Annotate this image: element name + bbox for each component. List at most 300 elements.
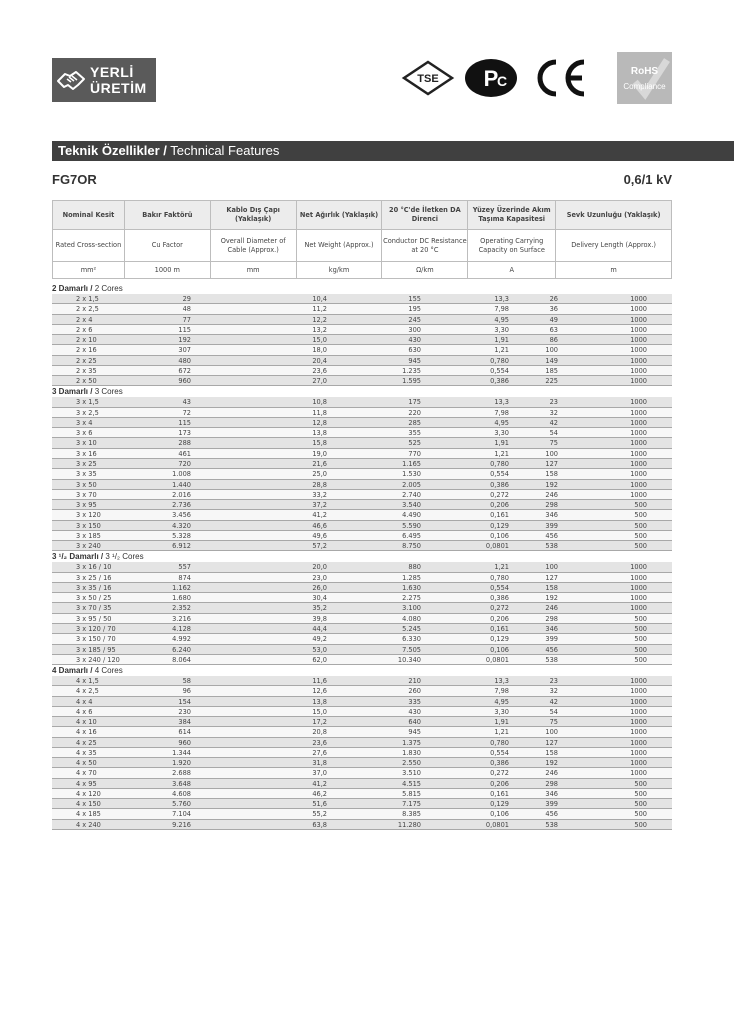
table-cell: 192 bbox=[178, 336, 191, 345]
table-cell: 7,98 bbox=[494, 305, 509, 314]
table-cell: 4 x 16 bbox=[76, 728, 97, 737]
table-row bbox=[52, 717, 672, 727]
table-cell: 1000 bbox=[630, 398, 647, 407]
table-cell: 0,554 bbox=[490, 583, 509, 592]
table-cell: 1000 bbox=[630, 697, 647, 706]
table-cell: 100 bbox=[545, 449, 558, 458]
group-title-en: 2 Cores bbox=[92, 284, 123, 293]
group-title bbox=[52, 283, 672, 294]
table-cell: 500 bbox=[634, 521, 647, 530]
table-cell: 2 x 4 bbox=[76, 315, 93, 324]
group-title bbox=[52, 386, 672, 397]
table-cell: 3 x 16 bbox=[76, 449, 97, 458]
table-cell: 13,8 bbox=[312, 429, 327, 438]
table-cell: 1000 bbox=[630, 418, 647, 427]
table-row bbox=[52, 294, 672, 304]
header-en-cell: Operating Carrying Capacity on Surface bbox=[468, 230, 556, 262]
table-cell: 13,8 bbox=[312, 697, 327, 706]
table-cell: 23,6 bbox=[312, 738, 327, 747]
table-cell: 210 bbox=[408, 677, 421, 686]
table-cell: 192 bbox=[545, 759, 558, 768]
table-row bbox=[52, 449, 672, 459]
table-cell: 3,30 bbox=[494, 707, 509, 716]
table-cell: 2.736 bbox=[172, 501, 191, 510]
table-cell: 500 bbox=[634, 542, 647, 551]
table-cell: 3 x 10 bbox=[76, 439, 97, 448]
table-cell: 1000 bbox=[630, 490, 647, 499]
table-cell: 37,2 bbox=[312, 501, 327, 510]
table-cell: 33,2 bbox=[312, 490, 327, 499]
table-cell: 13,2 bbox=[312, 325, 327, 334]
table-cell: 195 bbox=[408, 305, 421, 314]
table-cell: 7,98 bbox=[494, 687, 509, 696]
table-row bbox=[52, 789, 672, 799]
table-cell: 3 x 95 bbox=[76, 501, 97, 510]
table-cell: 3 x 240 bbox=[76, 542, 101, 551]
table-cell: 1,21 bbox=[494, 563, 509, 572]
table-cell: 500 bbox=[634, 531, 647, 540]
table-cell: 44,4 bbox=[312, 624, 327, 633]
table-cell: 1000 bbox=[630, 315, 647, 324]
table-cell: 1000 bbox=[630, 748, 647, 757]
table-cell: 1.920 bbox=[172, 759, 191, 768]
table-cell: 12,2 bbox=[312, 315, 327, 324]
table-cell: 1.440 bbox=[172, 480, 191, 489]
table-cell: 3 x 4 bbox=[76, 418, 93, 427]
table-row bbox=[52, 655, 672, 665]
table-row bbox=[52, 573, 672, 583]
table-cell: 1000 bbox=[630, 336, 647, 345]
table-cell: 4 x 95 bbox=[76, 779, 97, 788]
table-row bbox=[52, 304, 672, 314]
table-cell: 17,2 bbox=[312, 718, 327, 727]
table-cell: 1000 bbox=[630, 738, 647, 747]
table-cell: 1,91 bbox=[494, 336, 509, 345]
table-row bbox=[52, 697, 672, 707]
table-cell: 127 bbox=[545, 738, 558, 747]
table-cell: 1000 bbox=[630, 470, 647, 479]
table-cell: 19,0 bbox=[312, 449, 327, 458]
table-cell: 4 x 185 bbox=[76, 810, 101, 819]
header-tr-cell: Kablo Dış Çapı (Yaklaşık) bbox=[210, 201, 296, 230]
table-cell: 5.328 bbox=[172, 531, 191, 540]
table-cell: 3 x 185 bbox=[76, 531, 101, 540]
header-en-cell: Cu Factor bbox=[124, 230, 210, 262]
table-cell: 0,206 bbox=[490, 779, 509, 788]
table-row bbox=[52, 562, 672, 572]
table-cell: 3 x 50 bbox=[76, 480, 97, 489]
table-cell: 100 bbox=[545, 346, 558, 355]
table-cell: 15,8 bbox=[312, 439, 327, 448]
table-cell: 158 bbox=[545, 748, 558, 757]
table-cell: 1000 bbox=[630, 325, 647, 334]
table-cell: 500 bbox=[634, 810, 647, 819]
table-cell: 538 bbox=[545, 542, 558, 551]
table-row bbox=[52, 325, 672, 335]
table-cell: 2 x 50 bbox=[76, 377, 97, 386]
table-cell: 1000 bbox=[630, 563, 647, 572]
table-cell: 960 bbox=[178, 377, 191, 386]
table-cell: 2.688 bbox=[172, 769, 191, 778]
table-cell: 7.104 bbox=[172, 810, 191, 819]
table-cell: 0,386 bbox=[490, 377, 509, 386]
table-cell: 355 bbox=[408, 429, 421, 438]
rohs-title: RoHS bbox=[630, 66, 659, 77]
section-title-en: Technical Features bbox=[166, 143, 280, 158]
table-row bbox=[52, 397, 672, 407]
table-cell: 1.530 bbox=[402, 470, 421, 479]
table-cell: 51,6 bbox=[312, 800, 327, 809]
table-cell: 54 bbox=[549, 429, 558, 438]
table-row bbox=[52, 614, 672, 624]
table-row bbox=[52, 593, 672, 603]
svg-text:P: P bbox=[483, 66, 499, 91]
header-tr-cell: Yüzey Üzerinde Akım Taşıma Kapasitesi bbox=[468, 201, 556, 230]
group-title-tr: 2 Damarlı / bbox=[52, 284, 93, 293]
table-cell: 3,30 bbox=[494, 325, 509, 334]
table-row bbox=[52, 645, 672, 655]
table-cell: 2 x 1,5 bbox=[76, 295, 99, 303]
table-row bbox=[52, 624, 672, 634]
table-cell: 245 bbox=[408, 315, 421, 324]
table-row bbox=[52, 408, 672, 418]
table-cell: 4.080 bbox=[402, 614, 421, 623]
table-cell: 4 x 4 bbox=[76, 697, 93, 706]
table-cell: 6.330 bbox=[402, 635, 421, 644]
table-cell: 335 bbox=[408, 697, 421, 706]
table-cell: 7,98 bbox=[494, 408, 509, 417]
table-cell: 1000 bbox=[630, 594, 647, 603]
table-cell: 28,8 bbox=[312, 480, 327, 489]
table-cell: 1.344 bbox=[172, 748, 191, 757]
table-row bbox=[52, 707, 672, 717]
table-cell: 288 bbox=[178, 439, 191, 448]
table-cell: 4 x 150 bbox=[76, 800, 101, 809]
table-cell: 500 bbox=[634, 655, 647, 664]
table-cell: 1000 bbox=[630, 769, 647, 778]
group-title bbox=[52, 551, 672, 562]
header-tr-cell: 20 °C'de İletken DA Direnci bbox=[382, 201, 468, 230]
table-cell: 54 bbox=[549, 707, 558, 716]
table-cell: 430 bbox=[408, 336, 421, 345]
table-cell: 49,2 bbox=[312, 635, 327, 644]
table-cell: 2.550 bbox=[402, 759, 421, 768]
table-cell: 4,95 bbox=[494, 315, 509, 324]
table-cell: 500 bbox=[634, 624, 647, 633]
table-cell: 11.280 bbox=[397, 820, 421, 829]
table-cell: 32 bbox=[549, 687, 558, 696]
table-cell: 346 bbox=[545, 624, 558, 633]
table-cell: 2 x 16 bbox=[76, 346, 97, 355]
table-cell: 3 x 95 / 50 bbox=[76, 614, 112, 623]
table-cell: 72 bbox=[182, 408, 191, 417]
table-cell: 41,2 bbox=[312, 511, 327, 520]
table-cell: 298 bbox=[545, 501, 558, 510]
table-cell: 5.760 bbox=[172, 800, 191, 809]
table-cell: 1000 bbox=[630, 459, 647, 468]
unit-cell: m bbox=[556, 262, 672, 279]
table-cell: 4.320 bbox=[172, 521, 191, 530]
table-row bbox=[52, 727, 672, 737]
table-cell: 0,206 bbox=[490, 614, 509, 623]
table-cell: 3 x 120 / 70 bbox=[76, 624, 116, 633]
table-row bbox=[52, 366, 672, 376]
table-cell: 7.505 bbox=[402, 645, 421, 654]
group-rows bbox=[52, 676, 672, 830]
header-en-cell: Net Weight (Approx.) bbox=[296, 230, 382, 262]
table-cell: 2.016 bbox=[172, 490, 191, 499]
table-cell: 29 bbox=[182, 295, 191, 303]
unit-cell: Ω/km bbox=[382, 262, 468, 279]
table-cell: 4,95 bbox=[494, 418, 509, 427]
header-en-cell: Rated Cross-section bbox=[53, 230, 125, 262]
table-cell: 1000 bbox=[630, 356, 647, 365]
table-cell: 46,2 bbox=[312, 789, 327, 798]
table-row bbox=[52, 799, 672, 809]
table-cell: 18,0 bbox=[312, 346, 327, 355]
pct-icon bbox=[462, 56, 520, 100]
table-cell: 31,8 bbox=[312, 759, 327, 768]
table-cell: 3.100 bbox=[402, 604, 421, 613]
table-cell: 0,0801 bbox=[485, 820, 509, 829]
table-cell: 0,206 bbox=[490, 501, 509, 510]
table-cell: 0,386 bbox=[490, 594, 509, 603]
table-cell: 1.235 bbox=[402, 366, 421, 375]
group-rows bbox=[52, 397, 672, 551]
table-cell: 630 bbox=[408, 346, 421, 355]
table-cell: 3 x 150 bbox=[76, 521, 101, 530]
table-cell: 42 bbox=[549, 418, 558, 427]
header-tr-cell: Nominal Kesit bbox=[53, 201, 125, 230]
table-cell: 880 bbox=[408, 563, 421, 572]
table-cell: 26,0 bbox=[312, 583, 327, 592]
table-row bbox=[52, 345, 672, 355]
table-cell: 430 bbox=[408, 707, 421, 716]
table-cell: 1.830 bbox=[402, 748, 421, 757]
table-cell: 720 bbox=[178, 459, 191, 468]
unit-cell: 1000 m bbox=[124, 262, 210, 279]
header-en-cell: Conductor DC Resistance at 20 °C bbox=[382, 230, 468, 262]
unit-cell: A bbox=[468, 262, 556, 279]
logo-line2: ÜRETİM bbox=[90, 80, 147, 96]
table-cell: 127 bbox=[545, 573, 558, 582]
table-row bbox=[52, 459, 672, 469]
table-cell: 8.064 bbox=[172, 655, 191, 664]
table-cell: 11,2 bbox=[312, 305, 327, 314]
table-row bbox=[52, 480, 672, 490]
table-cell: 2 x 25 bbox=[76, 356, 97, 365]
table-cell: 220 bbox=[408, 408, 421, 417]
table-cell: 2 x 6 bbox=[76, 325, 93, 334]
unit-cell: kg/km bbox=[296, 262, 382, 279]
table-cell: 4 x 6 bbox=[76, 707, 93, 716]
table-cell: 75 bbox=[549, 439, 558, 448]
table-cell: 3 x 185 / 95 bbox=[76, 645, 116, 654]
table-cell: 2.275 bbox=[402, 594, 421, 603]
table-cell: 500 bbox=[634, 645, 647, 654]
table-cell: 1.630 bbox=[402, 583, 421, 592]
table-cell: 874 bbox=[178, 573, 191, 582]
table-cell: 4.515 bbox=[402, 779, 421, 788]
table-cell: 0,161 bbox=[490, 789, 509, 798]
table-cell: 115 bbox=[178, 325, 191, 334]
table-cell: 3,30 bbox=[494, 429, 509, 438]
table-cell: 13,3 bbox=[494, 295, 509, 303]
table-cell: 0,554 bbox=[490, 366, 509, 375]
table-cell: 1,91 bbox=[494, 718, 509, 727]
table-cell: 0,386 bbox=[490, 480, 509, 489]
table-cell: 4 x 2,5 bbox=[76, 687, 99, 696]
table-cell: 21,6 bbox=[312, 459, 327, 468]
table-row bbox=[52, 335, 672, 345]
table-cell: 0,780 bbox=[490, 459, 509, 468]
group-title-en: 4 Cores bbox=[92, 666, 123, 676]
table-cell: 15,0 bbox=[312, 336, 327, 345]
table-cell: 246 bbox=[545, 490, 558, 499]
table-cell: 0,272 bbox=[490, 769, 509, 778]
table-row bbox=[52, 541, 672, 551]
table-cell: 461 bbox=[178, 449, 191, 458]
tse-label: TSE bbox=[417, 73, 439, 85]
table-row bbox=[52, 820, 672, 830]
table-cell: 1.375 bbox=[402, 738, 421, 747]
table-cell: 0,129 bbox=[490, 800, 509, 809]
table-row bbox=[52, 531, 672, 541]
table-cell: 23,6 bbox=[312, 366, 327, 375]
table-cell: 23 bbox=[549, 677, 558, 686]
table-cell: 557 bbox=[178, 563, 191, 572]
table-cell: 0,554 bbox=[490, 748, 509, 757]
table-cell: 4.992 bbox=[172, 635, 191, 644]
table-cell: 46,6 bbox=[312, 521, 327, 530]
table-cell: 614 bbox=[178, 728, 191, 737]
table-cell: 230 bbox=[178, 707, 191, 716]
table-cell: 298 bbox=[545, 614, 558, 623]
section-title-tr: Teknik Özellikler / bbox=[58, 143, 167, 158]
table-cell: 0,780 bbox=[490, 573, 509, 582]
table-cell: 1.680 bbox=[172, 594, 191, 603]
table-cell: 39,8 bbox=[312, 614, 327, 623]
table-cell: 0,106 bbox=[490, 810, 509, 819]
section-header bbox=[52, 141, 734, 161]
table-cell: 500 bbox=[634, 635, 647, 644]
table-cell: 0,106 bbox=[490, 645, 509, 654]
group-title-tr: 3 ¹/₂ Damarlı / bbox=[52, 552, 104, 562]
table-cell: 3.648 bbox=[172, 779, 191, 788]
table-cell: 8.385 bbox=[402, 810, 421, 819]
table-cell: 298 bbox=[545, 779, 558, 788]
table-cell: 75 bbox=[549, 718, 558, 727]
header-tr-cell: Net Ağırlık (Yaklaşık) bbox=[296, 201, 382, 230]
table-cell: 13,3 bbox=[494, 398, 509, 407]
table-cell: 96 bbox=[182, 687, 191, 696]
spec-table-header bbox=[52, 200, 672, 279]
ce-icon bbox=[532, 56, 592, 100]
table-cell: 0,129 bbox=[490, 521, 509, 530]
table-row bbox=[52, 315, 672, 325]
table-cell: 100 bbox=[545, 728, 558, 737]
group-rows bbox=[52, 562, 672, 665]
table-cell: 15,0 bbox=[312, 707, 327, 716]
table-cell: 3 x 35 bbox=[76, 470, 97, 479]
table-cell: 32 bbox=[549, 408, 558, 417]
table-cell: 0,161 bbox=[490, 511, 509, 520]
unit-cell: mm² bbox=[53, 262, 125, 279]
table-row bbox=[52, 603, 672, 613]
table-row bbox=[52, 356, 672, 366]
table-cell: 55,2 bbox=[312, 810, 327, 819]
table-cell: 27,0 bbox=[312, 377, 327, 386]
table-cell: 36 bbox=[549, 305, 558, 314]
table-cell: 399 bbox=[545, 635, 558, 644]
table-cell: 1000 bbox=[630, 480, 647, 489]
table-cell: 1000 bbox=[630, 408, 647, 417]
table-cell: 456 bbox=[545, 531, 558, 540]
table-cell: 2 x 10 bbox=[76, 336, 97, 345]
table-cell: 538 bbox=[545, 820, 558, 829]
tse-icon bbox=[400, 58, 456, 98]
table-row bbox=[52, 758, 672, 768]
table-cell: 5.245 bbox=[402, 624, 421, 633]
table-cell: 155 bbox=[408, 295, 421, 303]
table-cell: 12,6 bbox=[312, 687, 327, 696]
table-cell: 2 x 35 bbox=[76, 366, 97, 375]
table-cell: 0,554 bbox=[490, 470, 509, 479]
table-cell: 1000 bbox=[630, 366, 647, 375]
certification-marks bbox=[400, 52, 592, 104]
table-cell: 3 x 50 / 25 bbox=[76, 594, 112, 603]
table-cell: 456 bbox=[545, 645, 558, 654]
table-cell: 4 x 25 bbox=[76, 738, 97, 747]
table-cell: 6.912 bbox=[172, 542, 191, 551]
table-cell: 4 x 35 bbox=[76, 748, 97, 757]
table-row bbox=[52, 738, 672, 748]
table-cell: 63 bbox=[549, 325, 558, 334]
table-cell: 1,91 bbox=[494, 439, 509, 448]
table-cell: 1000 bbox=[630, 583, 647, 592]
table-cell: 525 bbox=[408, 439, 421, 448]
table-cell: 538 bbox=[545, 655, 558, 664]
table-cell: 945 bbox=[408, 728, 421, 737]
table-row bbox=[52, 748, 672, 758]
header-tr-cell: Sevk Uzunluğu (Yaklaşık) bbox=[556, 201, 672, 230]
table-cell: 0,0801 bbox=[485, 655, 509, 664]
table-cell: 4,95 bbox=[494, 697, 509, 706]
table-cell: 960 bbox=[178, 738, 191, 747]
table-cell: 1.285 bbox=[402, 573, 421, 582]
table-cell: 158 bbox=[545, 583, 558, 592]
table-cell: 1000 bbox=[630, 718, 647, 727]
table-cell: 20,8 bbox=[312, 728, 327, 737]
table-cell: 3 x 25 / 16 bbox=[76, 573, 112, 582]
table-cell: 4.608 bbox=[172, 789, 191, 798]
rohs-subtitle: Compliance bbox=[623, 82, 666, 91]
table-cell: 246 bbox=[545, 769, 558, 778]
table-cell: 192 bbox=[545, 480, 558, 489]
table-cell: 1,21 bbox=[494, 728, 509, 737]
checkmark-icon bbox=[617, 52, 672, 104]
table-cell: 57,2 bbox=[312, 542, 327, 551]
table-cell: 9.216 bbox=[172, 820, 191, 829]
table-cell: 3 x 25 bbox=[76, 459, 97, 468]
table-cell: 23 bbox=[549, 398, 558, 407]
table-row bbox=[52, 809, 672, 819]
table-cell: 285 bbox=[408, 418, 421, 427]
group-title-en: 3 ¹/₂ Cores bbox=[103, 552, 144, 562]
table-cell: 1000 bbox=[630, 377, 647, 386]
table-cell: 346 bbox=[545, 511, 558, 520]
table-cell: 399 bbox=[545, 521, 558, 530]
